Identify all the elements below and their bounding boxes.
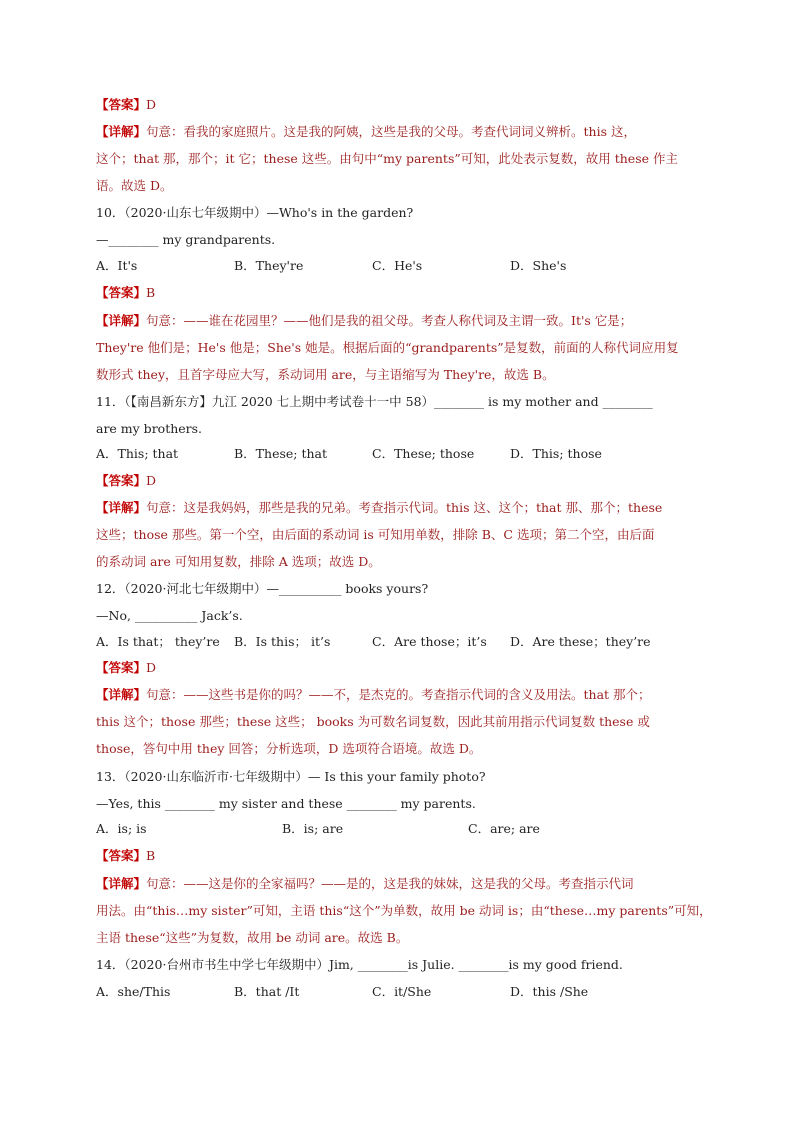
q14-stem: 14．（2020·台州市书生中学七年级期中）Jim, ________is Julie. ________is my good friend. (96, 957, 623, 972)
q11-answer: D (146, 473, 157, 488)
q11-option-a: A．This; that (96, 446, 179, 461)
q12-option-d: D．Are these；they’re (510, 634, 651, 649)
q12-detail-line-3: those，答句中用 they 回答；分析选项，D 选项符合语境。故选 D。 (96, 741, 482, 756)
q10-stem: 10．（2020·山东七年级期中）—Who's in the garden? (96, 205, 414, 220)
q14-option-c: C．it/She (372, 984, 432, 999)
q13-detail-line-1: 【详解】句意：——这是你的全家福吗？——是的，这是我的妹妹，这是我的父母。考查指示代词 (96, 876, 634, 891)
q13-answer: B (146, 848, 156, 863)
q12-answer: D (146, 660, 157, 675)
q11-option-c: C．These; those (372, 446, 475, 461)
q11-line2: are my brothers. (96, 421, 203, 436)
q12-option-a: A．Is that； they’re (96, 634, 220, 649)
q11-option-d: D．This; those (510, 446, 602, 461)
q13-stem: 13．（2020·山东临沂市·七年级期中）— Is this your family photo? (96, 769, 486, 784)
q10-detail-line-1: 【详解】句意：——谁在花园里？——他们是我的祖父母。考查人称代词及主谓一致。It's 它是； (96, 313, 633, 328)
q12-stem: 12．（2020·河北七年级期中）—__________ books yours? (96, 581, 429, 596)
q11-detail-line-3: 的系动词 are 可知用复数，排除 A 选项；故选 D。 (96, 554, 381, 569)
q12-option-c: C．Are those；it’s (372, 634, 487, 649)
q10-answer-line: 【答案】B (96, 285, 156, 300)
q12-answer-line: 【答案】D (96, 660, 157, 675)
q11-option-b: B．These; that (234, 446, 328, 461)
q10-detail-line-2: They're 他们是；He's 他是；She's 她是。根据后面的“grandparents”是复数，前面的人称代词应用复 (96, 340, 679, 355)
q10-option-a: A．It's (96, 258, 138, 273)
detail-tag: 【详解】 (96, 124, 147, 139)
q11-answer-line: 【答案】D (96, 473, 157, 488)
q10-option-d: D．She's (510, 258, 567, 273)
q13-option-a: A．is; is (96, 821, 147, 836)
q9-detail-line-2: 这个；that 那，那个；it 它；these 这些。由句中“my parents”可知，此处表示复数，故用 these 作主 (96, 151, 678, 166)
q10-detail-line-3: 数形式 they，且首字母应大写，系动词用 are，与主语缩写为 They're，故选 B。 (96, 367, 555, 382)
q10-option-c: C．He's (372, 258, 423, 273)
q11-stem: 11．（【南昌新东方】九江 2020 七上期中考试卷十一中 58）________ is my mother and ________ (96, 394, 653, 409)
q13-detail-line-2: 用法。由“this…my sister”可知，主语 this“这个”为单数，故用 be 动词 is；由“these…my parents”可知， (96, 903, 712, 918)
q9-answer-line (96, 97, 156, 113)
q14-option-d: D．this /She (510, 984, 589, 999)
q13-line2: —Yes, this ________ my sister and these ________ my parents. (96, 796, 476, 811)
q14-option-a: A．she/This (96, 984, 171, 999)
q10-answer: B (146, 285, 156, 300)
q13-detail-line-3: 主语 these“这些”为复数，故用 be 动词 are。故选 B。 (96, 930, 409, 945)
q9-answer: D (146, 97, 157, 112)
q10-line2: —________ my grandparents. (96, 232, 276, 247)
q13-answer-line: 【答案】B (96, 848, 156, 863)
q11-detail-line-1: 【详解】句意：这是我妈妈，那些是我的兄弟。考查指示代词。this 这、这个；that 那、那个；these (96, 500, 663, 515)
q9-detail-line-3: 语。故选 D。 (96, 178, 173, 193)
answer-tag: 【答案】 (96, 97, 147, 112)
q12-line2: —No, __________ Jack’s. (96, 608, 243, 623)
q14-option-b: B．that /It (234, 984, 300, 999)
q13-option-b: B．is; are (282, 821, 344, 836)
q13-option-c: C．are; are (468, 821, 540, 836)
q12-detail-line-1: 【详解】句意：——这些书是你的吗？——不，是杰克的。考查指示代词的含义及用法。that 那个； (96, 687, 651, 702)
q12-option-b: B．Is this； it’s (234, 634, 331, 649)
q11-detail-line-2: 这些；those 那些。第一个空，由后面的系动词 is 可知用单数，排除 B、C 选项；第二个空，由后面 (96, 527, 655, 542)
q12-detail-line-2: this 这个；those 那些；these 这些； books 为可数名词复数，因此其前用指示代词复数 these 或 (96, 714, 650, 729)
q9-detail-line-1: 【详解】句意：看我的家庭照片。这是我的阿姨，这些是我的父母。考查代词词义辨析。this 这， (96, 124, 636, 139)
q10-option-b: B．They're (234, 258, 304, 273)
